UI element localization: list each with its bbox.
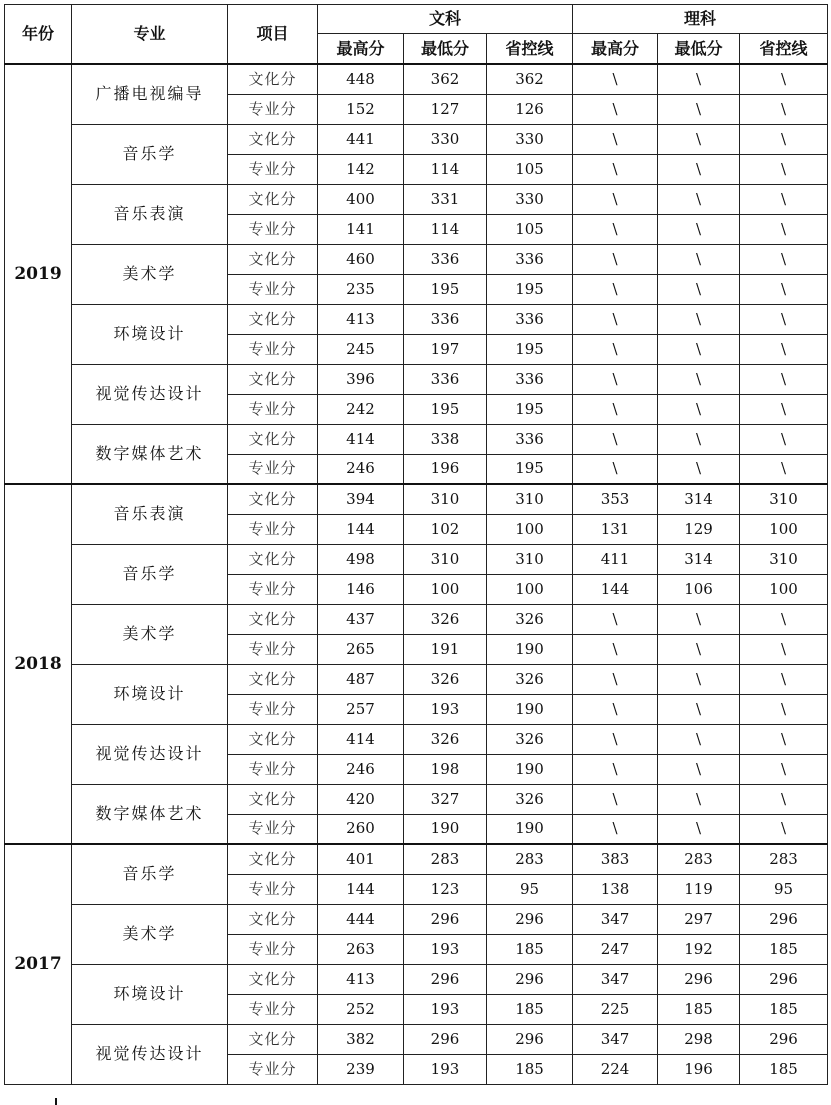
major-cell: 音乐表演 (72, 484, 228, 544)
score-cell-science-min: 283 (658, 844, 740, 874)
score-cell-science-control-line: 296 (740, 1024, 828, 1054)
item-cell: 专业分 (228, 754, 318, 784)
score-cell-liberal-control-line: 190 (487, 694, 573, 724)
score-cell-science-min: 296 (658, 964, 740, 994)
score-cell-liberal-max: 152 (318, 94, 404, 124)
table-row (5, 484, 828, 514)
score-cell-liberal-min: 198 (404, 754, 487, 784)
header-science-max: 最高分 (573, 34, 658, 65)
score-cell-science-min: \ (658, 424, 740, 454)
admission-score-table (4, 4, 828, 1085)
score-cell-liberal-control-line: 195 (487, 394, 573, 424)
score-cell-science-control-line: \ (740, 244, 828, 274)
score-cell-liberal-min: 326 (404, 664, 487, 694)
score-cell-liberal-min: 100 (404, 574, 487, 604)
score-cell-science-control-line: 296 (740, 964, 828, 994)
score-cell-science-control-line: \ (740, 184, 828, 214)
score-cell-science-control-line: 95 (740, 874, 828, 904)
score-cell-liberal-max: 144 (318, 514, 404, 544)
score-cell-liberal-max: 144 (318, 874, 404, 904)
score-cell-science-min: \ (658, 664, 740, 694)
major-cell: 数字媒体艺术 (72, 424, 228, 484)
score-cell-science-min: \ (658, 694, 740, 724)
score-cell-science-max: \ (573, 274, 658, 304)
item-cell: 文化分 (228, 304, 318, 334)
score-cell-science-max: \ (573, 604, 658, 634)
item-cell: 专业分 (228, 274, 318, 304)
score-cell-liberal-control-line: 100 (487, 574, 573, 604)
header-liberal-control-line: 省控线 (487, 34, 573, 65)
header-liberal-arts: 文科 (318, 5, 573, 34)
major-cell: 美术学 (72, 604, 228, 664)
score-cell-liberal-min: 102 (404, 514, 487, 544)
score-cell-science-max: 144 (573, 574, 658, 604)
score-cell-liberal-control-line: 185 (487, 994, 573, 1024)
score-cell-science-control-line: \ (740, 634, 828, 664)
score-cell-liberal-max: 263 (318, 934, 404, 964)
score-cell-liberal-control-line: 105 (487, 214, 573, 244)
score-cell-science-control-line: \ (740, 454, 828, 484)
score-cell-liberal-min: 326 (404, 724, 487, 754)
major-cell: 音乐学 (72, 124, 228, 184)
item-cell: 文化分 (228, 604, 318, 634)
score-cell-science-control-line: \ (740, 214, 828, 244)
item-cell: 文化分 (228, 904, 318, 934)
score-cell-liberal-min: 114 (404, 214, 487, 244)
header-science: 理科 (573, 5, 828, 34)
score-cell-science-max: 353 (573, 484, 658, 514)
score-cell-science-min: 106 (658, 574, 740, 604)
score-cell-liberal-max: 246 (318, 454, 404, 484)
score-cell-liberal-min: 127 (404, 94, 487, 124)
major-cell: 视觉传达设计 (72, 724, 228, 784)
score-cell-liberal-control-line: 336 (487, 424, 573, 454)
score-cell-science-max: 131 (573, 514, 658, 544)
score-cell-science-min: \ (658, 64, 740, 94)
score-cell-science-control-line: \ (740, 604, 828, 634)
year-cell: 2018 (5, 484, 72, 844)
score-cell-liberal-min: 336 (404, 244, 487, 274)
score-cell-liberal-max: 414 (318, 724, 404, 754)
score-cell-science-min: 119 (658, 874, 740, 904)
score-cell-liberal-min: 336 (404, 364, 487, 394)
score-cell-liberal-min: 296 (404, 1024, 487, 1054)
score-cell-liberal-control-line: 336 (487, 244, 573, 274)
score-cell-science-max: \ (573, 94, 658, 124)
item-cell: 专业分 (228, 514, 318, 544)
table-row (5, 664, 828, 694)
year-cell: 2017 (5, 844, 72, 1084)
score-cell-science-control-line: \ (740, 64, 828, 94)
score-cell-liberal-max: 401 (318, 844, 404, 874)
score-cell-science-control-line: 100 (740, 514, 828, 544)
score-cell-science-max: 347 (573, 904, 658, 934)
score-cell-science-control-line: 310 (740, 544, 828, 574)
score-cell-science-control-line: \ (740, 124, 828, 154)
score-cell-liberal-control-line: 296 (487, 964, 573, 994)
score-cell-liberal-min: 193 (404, 934, 487, 964)
major-cell: 美术学 (72, 904, 228, 964)
item-cell: 文化分 (228, 664, 318, 694)
score-cell-science-control-line: \ (740, 364, 828, 394)
score-cell-liberal-control-line: 330 (487, 124, 573, 154)
score-cell-science-min: \ (658, 124, 740, 154)
score-cell-science-min: 185 (658, 994, 740, 1024)
score-cell-science-control-line: \ (740, 424, 828, 454)
item-cell: 文化分 (228, 424, 318, 454)
score-cell-liberal-control-line: 190 (487, 814, 573, 844)
score-cell-liberal-control-line: 100 (487, 514, 573, 544)
table-body (5, 64, 828, 1084)
score-cell-science-max: \ (573, 184, 658, 214)
score-cell-liberal-min: 114 (404, 154, 487, 184)
score-cell-liberal-max: 382 (318, 1024, 404, 1054)
score-cell-liberal-max: 260 (318, 814, 404, 844)
score-cell-science-max: \ (573, 784, 658, 814)
score-cell-liberal-max: 413 (318, 304, 404, 334)
score-cell-liberal-control-line: 190 (487, 634, 573, 664)
score-cell-science-min: \ (658, 334, 740, 364)
score-cell-liberal-max: 448 (318, 64, 404, 94)
score-cell-liberal-control-line: 190 (487, 754, 573, 784)
score-cell-liberal-min: 195 (404, 274, 487, 304)
score-cell-science-control-line: 310 (740, 484, 828, 514)
score-cell-science-max: 347 (573, 964, 658, 994)
item-cell: 专业分 (228, 394, 318, 424)
item-cell: 专业分 (228, 994, 318, 1024)
header-science-min: 最低分 (658, 34, 740, 65)
score-cell-liberal-control-line: 283 (487, 844, 573, 874)
table-row (5, 904, 828, 934)
score-cell-science-min: \ (658, 304, 740, 334)
score-cell-science-min: 314 (658, 484, 740, 514)
score-cell-liberal-max: 414 (318, 424, 404, 454)
score-cell-science-control-line: 283 (740, 844, 828, 874)
score-cell-science-control-line: \ (740, 304, 828, 334)
score-cell-science-min: 297 (658, 904, 740, 934)
major-cell: 环境设计 (72, 304, 228, 364)
major-cell: 音乐学 (72, 844, 228, 904)
score-cell-liberal-control-line: 362 (487, 64, 573, 94)
score-cell-science-control-line: \ (740, 94, 828, 124)
score-cell-science-max: \ (573, 124, 658, 154)
score-cell-liberal-max: 252 (318, 994, 404, 1024)
score-cell-science-control-line: 100 (740, 574, 828, 604)
item-cell: 专业分 (228, 934, 318, 964)
item-cell: 文化分 (228, 64, 318, 94)
table-header (5, 5, 828, 65)
header-liberal-min: 最低分 (404, 34, 487, 65)
score-cell-liberal-control-line: 330 (487, 184, 573, 214)
score-cell-science-control-line: \ (740, 754, 828, 784)
table-row (5, 364, 828, 394)
score-cell-science-control-line: \ (740, 664, 828, 694)
score-cell-science-max: \ (573, 154, 658, 184)
score-cell-science-max: \ (573, 304, 658, 334)
item-cell: 文化分 (228, 244, 318, 274)
score-cell-science-max: \ (573, 424, 658, 454)
item-cell: 专业分 (228, 574, 318, 604)
item-cell: 专业分 (228, 634, 318, 664)
header-liberal-max: 最高分 (318, 34, 404, 65)
score-cell-science-min: \ (658, 394, 740, 424)
item-cell: 文化分 (228, 124, 318, 154)
score-cell-science-min: \ (658, 634, 740, 664)
table-row (5, 184, 828, 214)
score-cell-science-max: \ (573, 334, 658, 364)
score-cell-science-max: \ (573, 664, 658, 694)
score-cell-science-min: \ (658, 364, 740, 394)
score-cell-science-control-line: 185 (740, 994, 828, 1024)
score-cell-liberal-control-line: 195 (487, 454, 573, 484)
item-cell: 专业分 (228, 454, 318, 484)
score-cell-liberal-max: 235 (318, 274, 404, 304)
score-cell-liberal-max: 413 (318, 964, 404, 994)
item-cell: 文化分 (228, 544, 318, 574)
score-cell-science-min: 314 (658, 544, 740, 574)
score-cell-science-max: \ (573, 364, 658, 394)
score-cell-science-control-line: 185 (740, 1054, 828, 1084)
score-cell-liberal-min: 197 (404, 334, 487, 364)
score-cell-liberal-max: 400 (318, 184, 404, 214)
score-cell-science-min: \ (658, 454, 740, 484)
score-cell-science-max: \ (573, 754, 658, 784)
score-cell-science-control-line: \ (740, 274, 828, 304)
score-cell-science-max: \ (573, 814, 658, 844)
score-cell-liberal-min: 193 (404, 994, 487, 1024)
score-cell-liberal-max: 396 (318, 364, 404, 394)
score-cell-science-control-line: \ (740, 394, 828, 424)
score-cell-liberal-min: 123 (404, 874, 487, 904)
score-cell-liberal-min: 196 (404, 454, 487, 484)
year-cell: 2019 (5, 64, 72, 484)
score-cell-science-max: 383 (573, 844, 658, 874)
score-cell-liberal-control-line: 95 (487, 874, 573, 904)
score-cell-liberal-max: 246 (318, 754, 404, 784)
table-row (5, 304, 828, 334)
score-cell-science-control-line: \ (740, 694, 828, 724)
score-cell-science-min: \ (658, 214, 740, 244)
score-cell-science-max: \ (573, 394, 658, 424)
item-cell: 专业分 (228, 814, 318, 844)
item-cell: 文化分 (228, 844, 318, 874)
score-cell-science-control-line: \ (740, 724, 828, 754)
score-cell-science-max: 247 (573, 934, 658, 964)
score-cell-liberal-max: 265 (318, 634, 404, 664)
score-cell-science-max: 347 (573, 1024, 658, 1054)
score-cell-liberal-min: 327 (404, 784, 487, 814)
item-cell: 专业分 (228, 154, 318, 184)
major-cell: 音乐学 (72, 544, 228, 604)
major-cell: 数字媒体艺术 (72, 784, 228, 844)
score-cell-liberal-control-line: 336 (487, 304, 573, 334)
score-cell-liberal-max: 441 (318, 124, 404, 154)
score-cell-liberal-min: 362 (404, 64, 487, 94)
table-row (5, 1024, 828, 1054)
item-cell: 专业分 (228, 94, 318, 124)
score-cell-liberal-control-line: 185 (487, 934, 573, 964)
table-row (5, 424, 828, 454)
score-cell-liberal-control-line: 310 (487, 544, 573, 574)
score-cell-science-min: 192 (658, 934, 740, 964)
score-cell-liberal-min: 330 (404, 124, 487, 154)
score-cell-liberal-max: 146 (318, 574, 404, 604)
score-cell-liberal-max: 460 (318, 244, 404, 274)
score-cell-liberal-control-line: 185 (487, 1054, 573, 1084)
score-cell-liberal-control-line: 326 (487, 724, 573, 754)
score-cell-science-max: \ (573, 724, 658, 754)
score-cell-liberal-min: 283 (404, 844, 487, 874)
score-cell-liberal-min: 296 (404, 964, 487, 994)
score-cell-science-min: 196 (658, 1054, 740, 1084)
score-cell-liberal-min: 195 (404, 394, 487, 424)
score-cell-liberal-max: 239 (318, 1054, 404, 1084)
item-cell: 专业分 (228, 874, 318, 904)
table-row (5, 844, 828, 874)
score-cell-liberal-max: 242 (318, 394, 404, 424)
item-cell: 文化分 (228, 784, 318, 814)
score-cell-liberal-max: 498 (318, 544, 404, 574)
score-cell-science-control-line: \ (740, 814, 828, 844)
score-cell-liberal-min: 296 (404, 904, 487, 934)
score-cell-liberal-max: 141 (318, 214, 404, 244)
score-cell-science-max: \ (573, 454, 658, 484)
score-cell-liberal-control-line: 326 (487, 664, 573, 694)
score-cell-science-min: \ (658, 754, 740, 784)
item-cell: 专业分 (228, 694, 318, 724)
score-cell-science-control-line: 185 (740, 934, 828, 964)
major-cell: 视觉传达设计 (72, 1024, 228, 1084)
score-cell-liberal-min: 190 (404, 814, 487, 844)
score-cell-science-max: 138 (573, 874, 658, 904)
score-cell-science-min: 298 (658, 1024, 740, 1054)
score-cell-liberal-control-line: 336 (487, 364, 573, 394)
table-row (5, 964, 828, 994)
score-cell-science-min: \ (658, 244, 740, 274)
score-cell-liberal-max: 257 (318, 694, 404, 724)
score-cell-science-max: \ (573, 634, 658, 664)
page-edge-mark (55, 1098, 57, 1105)
major-cell: 广播电视编导 (72, 64, 228, 124)
score-cell-liberal-min: 310 (404, 544, 487, 574)
score-cell-liberal-min: 193 (404, 694, 487, 724)
table-row (5, 784, 828, 814)
score-cell-science-min: 129 (658, 514, 740, 544)
score-cell-science-min: \ (658, 184, 740, 214)
header-item: 项目 (228, 5, 318, 65)
score-cell-liberal-max: 487 (318, 664, 404, 694)
item-cell: 专业分 (228, 1054, 318, 1084)
item-cell: 文化分 (228, 964, 318, 994)
score-cell-liberal-control-line: 310 (487, 484, 573, 514)
header-science-control-line: 省控线 (740, 34, 828, 65)
score-cell-liberal-min: 326 (404, 604, 487, 634)
score-cell-science-control-line: \ (740, 334, 828, 364)
score-cell-science-max: 411 (573, 544, 658, 574)
item-cell: 文化分 (228, 184, 318, 214)
major-cell: 音乐表演 (72, 184, 228, 244)
score-cell-science-max: 225 (573, 994, 658, 1024)
score-cell-science-min: \ (658, 94, 740, 124)
score-cell-science-control-line: \ (740, 784, 828, 814)
table-row (5, 724, 828, 754)
score-cell-liberal-min: 191 (404, 634, 487, 664)
score-cell-science-min: \ (658, 784, 740, 814)
item-cell: 文化分 (228, 724, 318, 754)
score-cell-science-max: 224 (573, 1054, 658, 1084)
score-cell-liberal-min: 336 (404, 304, 487, 334)
score-cell-liberal-max: 245 (318, 334, 404, 364)
score-cell-science-max: \ (573, 694, 658, 724)
score-cell-liberal-min: 338 (404, 424, 487, 454)
score-cell-liberal-min: 193 (404, 1054, 487, 1084)
score-cell-liberal-control-line: 326 (487, 604, 573, 634)
item-cell: 专业分 (228, 214, 318, 244)
score-cell-science-min: \ (658, 604, 740, 634)
major-cell: 环境设计 (72, 964, 228, 1024)
table-row (5, 124, 828, 154)
score-cell-liberal-max: 437 (318, 604, 404, 634)
score-cell-science-control-line: \ (740, 154, 828, 184)
item-cell: 专业分 (228, 334, 318, 364)
score-cell-liberal-control-line: 105 (487, 154, 573, 184)
major-cell: 视觉传达设计 (72, 364, 228, 424)
score-cell-liberal-max: 444 (318, 904, 404, 934)
table-row (5, 244, 828, 274)
score-cell-science-max: \ (573, 244, 658, 274)
score-cell-liberal-control-line: 195 (487, 334, 573, 364)
score-cell-liberal-control-line: 296 (487, 904, 573, 934)
score-cell-science-max: \ (573, 64, 658, 94)
score-cell-science-min: \ (658, 154, 740, 184)
score-cell-liberal-min: 310 (404, 484, 487, 514)
score-cell-liberal-control-line: 126 (487, 94, 573, 124)
table-row (5, 604, 828, 634)
score-cell-science-min: \ (658, 724, 740, 754)
major-cell: 环境设计 (72, 664, 228, 724)
header-major: 专业 (72, 5, 228, 65)
score-cell-liberal-min: 331 (404, 184, 487, 214)
score-cell-science-control-line: 296 (740, 904, 828, 934)
item-cell: 文化分 (228, 1024, 318, 1054)
score-cell-liberal-max: 142 (318, 154, 404, 184)
header-year: 年份 (5, 5, 72, 65)
score-cell-liberal-control-line: 326 (487, 784, 573, 814)
score-cell-liberal-max: 420 (318, 784, 404, 814)
table-row (5, 64, 828, 94)
item-cell: 文化分 (228, 484, 318, 514)
major-cell: 美术学 (72, 244, 228, 304)
score-cell-liberal-control-line: 296 (487, 1024, 573, 1054)
score-cell-science-min: \ (658, 814, 740, 844)
score-cell-science-min: \ (658, 274, 740, 304)
table-row (5, 544, 828, 574)
item-cell: 文化分 (228, 364, 318, 394)
score-cell-science-max: \ (573, 214, 658, 244)
score-cell-liberal-max: 394 (318, 484, 404, 514)
score-cell-liberal-control-line: 195 (487, 274, 573, 304)
